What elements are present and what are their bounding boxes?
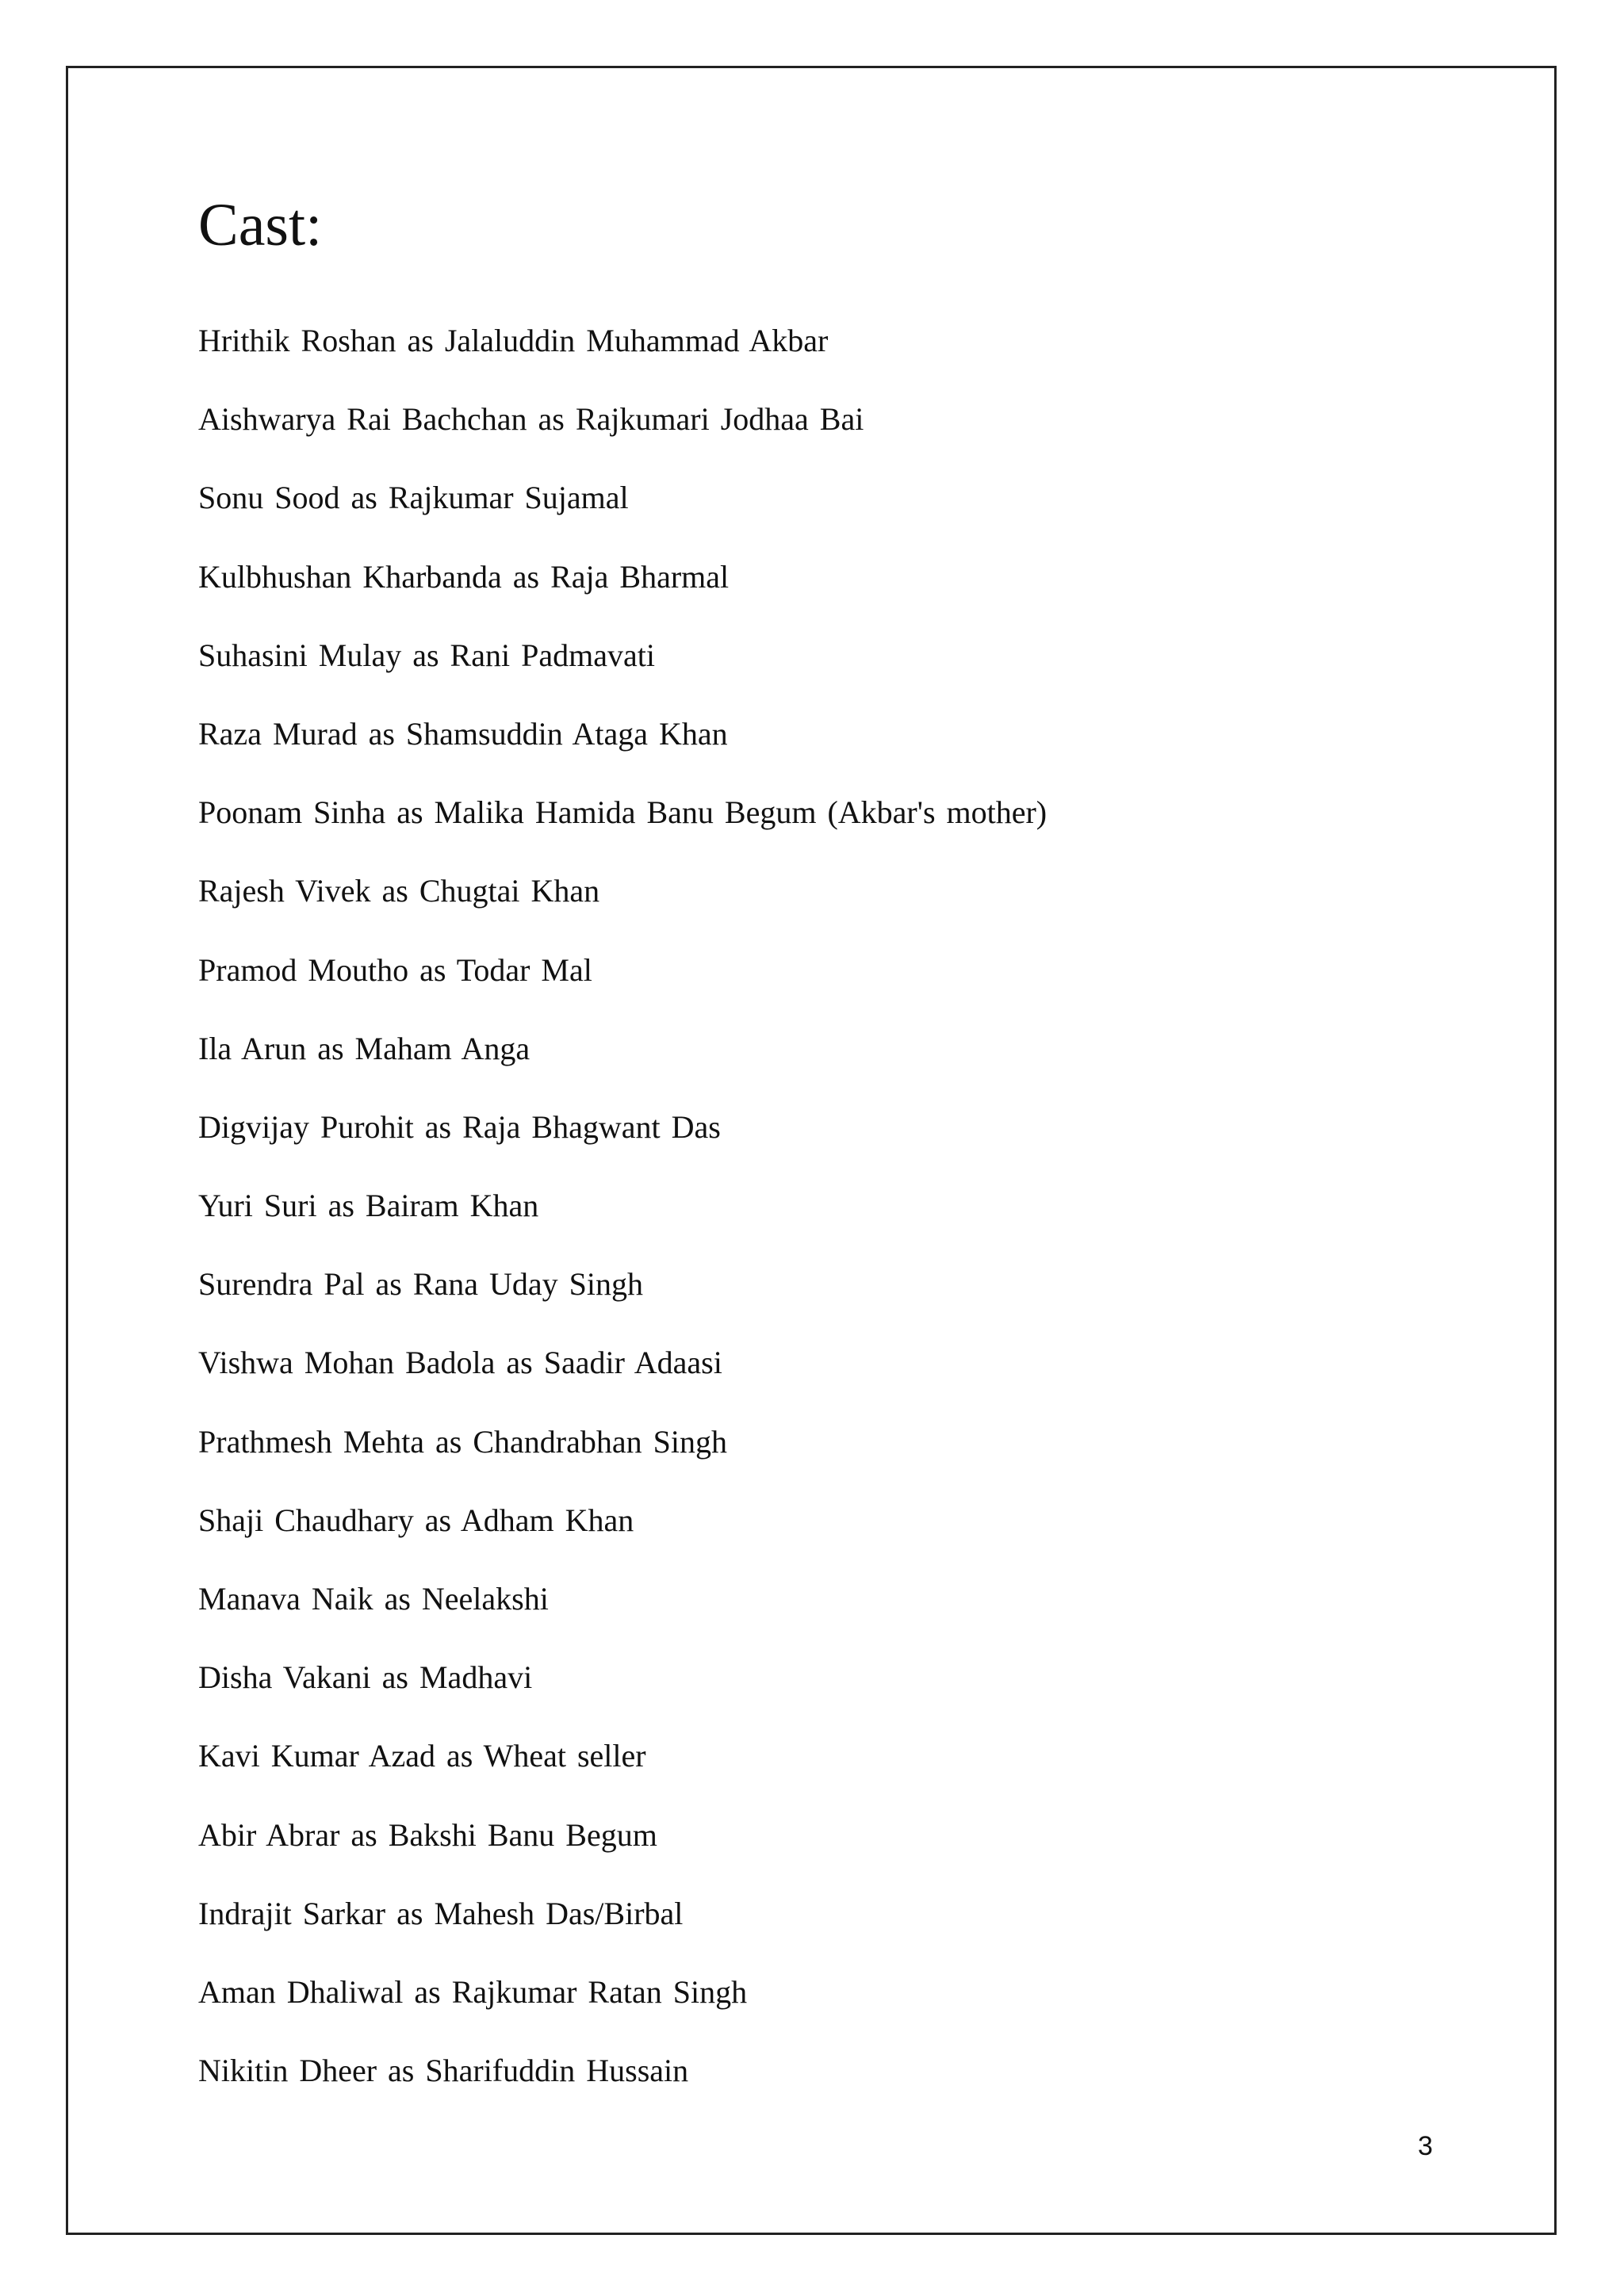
cast-entry: Prathmesh Mehta as Chandrabhan Singh [198,1423,727,1460]
cast-entry: Raza Murad as Shamsuddin Ataga Khan [198,715,728,752]
cast-entry: Hrithik Roshan as Jalaluddin Muhammad Akbar [198,323,829,358]
cast-entry: Ila Arun as Maham Anga [198,1030,530,1066]
cast-entry: Pramod Moutho as Todar Mal [198,951,592,988]
cast-entry: Nikitin Dheer as Sharifuddin Hussain [198,2053,689,2089]
page-title: Cast: [198,192,323,258]
cast-entry: Sonu Sood as Rajkumar Sujamal [198,480,629,516]
cast-entry: Digvijay Purohit as Raja Bhagwant Das [198,1108,721,1145]
cast-entry: Abir Abrar as Bakshi Banu Begum [198,1816,657,1853]
cast-entry: Aishwarya Rai Bachchan as Rajkumari Jodhaa Bai [198,401,864,438]
cast-entry: Kulbhushan Kharbanda as Raja Bharmal [198,558,730,595]
cast-entry: Yuri Suri as Bairam Khan [198,1188,539,1224]
cast-entry: Aman Dhaliwal as Rajkumar Ratan Singh [198,1973,748,2010]
cast-entry: Shaji Chaudhary as Adham Khan [198,1502,634,1538]
cast-entry: Suhasini Mulay as Rani Padmavati [198,637,655,673]
cast-entry: Rajesh Vivek as Chugtai Khan [198,873,600,909]
page-number: 3 [1418,2131,1433,2161]
cast-list [198,319,1047,2127]
cast-entry: Poonam Sinha as Malika Hamida Banu Begum (Akbar's mother) [198,794,1048,831]
cast-entry: Disha Vakani as Madhavi [198,1659,533,1696]
cast-entry: Indrajit Sarkar as Mahesh Das/Birbal [198,1895,684,1931]
cast-entry: Vishwa Mohan Badola as Saadir Adaasi [198,1345,722,1381]
cast-entry: Surendra Pal as Rana Uday Singh [198,1266,644,1303]
cast-entry: Manava Naik as Neelakshi [198,1581,549,1617]
cast-entry: Kavi Kumar Azad as Wheat seller [198,1738,646,1774]
